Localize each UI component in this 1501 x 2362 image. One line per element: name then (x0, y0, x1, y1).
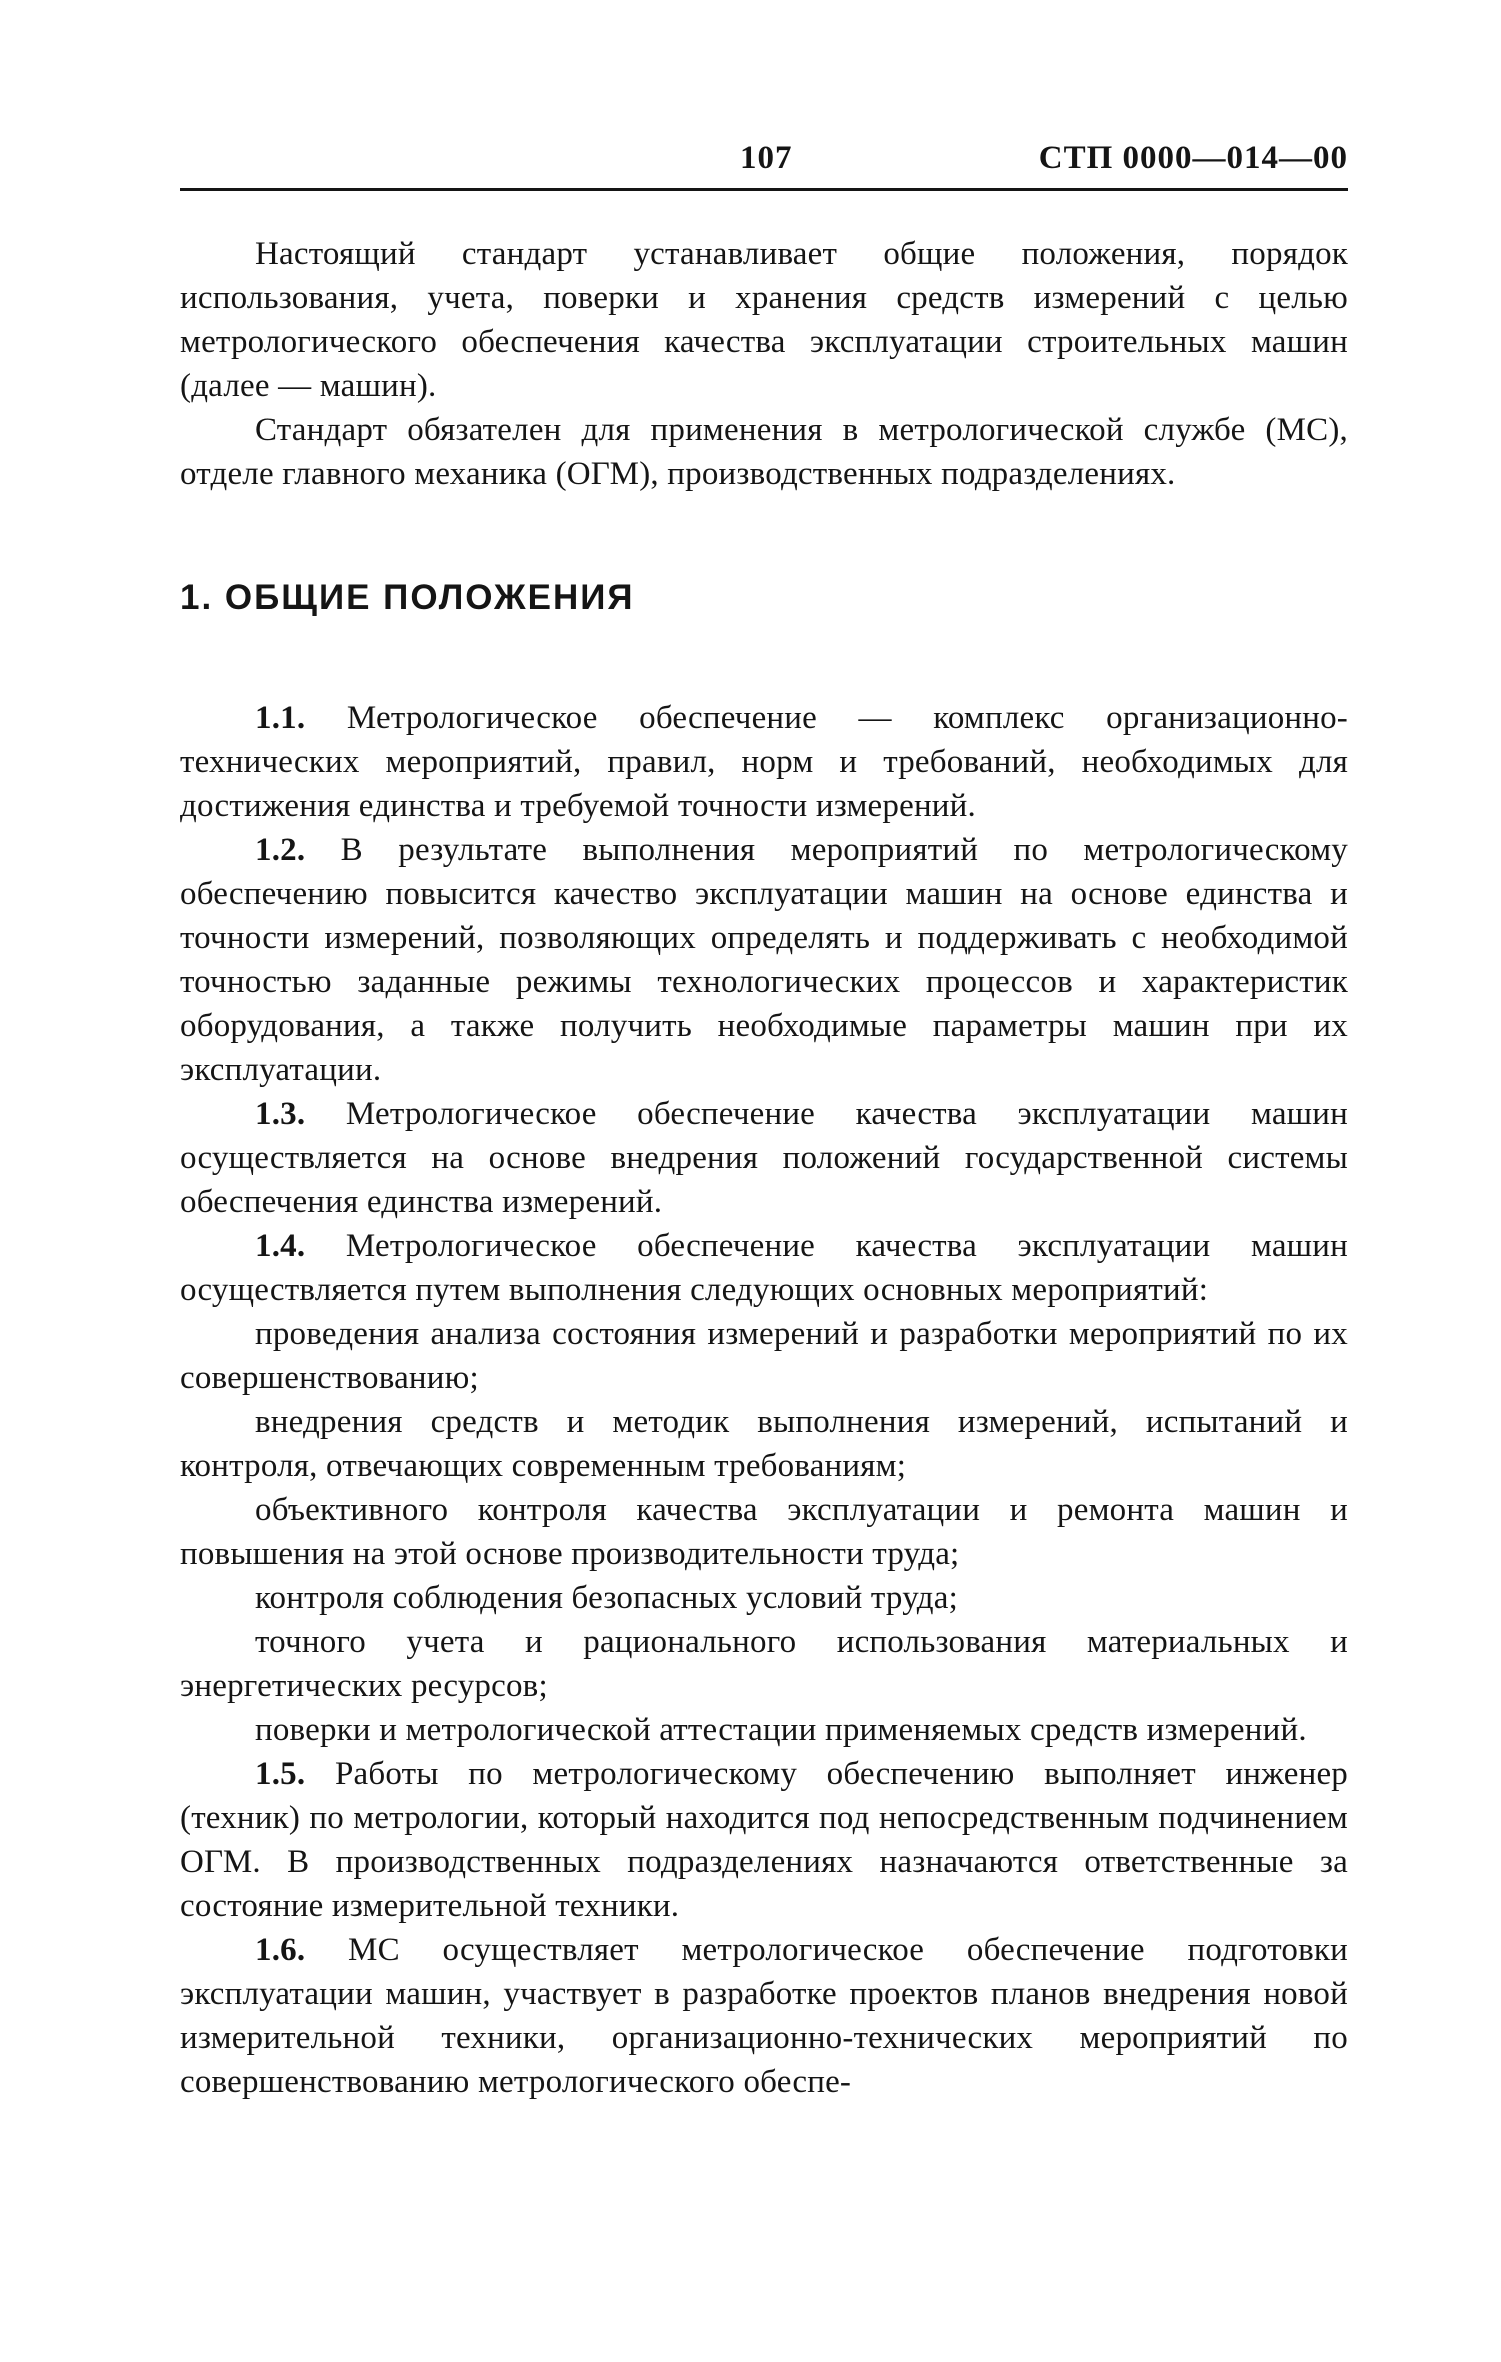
clause-text: В результате выполнения мероприятий по метрологическому обеспечению повысится качество эксплуатации машин на основе единства и точности измерений, позволяющих определять и поддерживать с необходимой точностью заданные режимы технологических процессов и характеристик оборудования, а также получить необходимые параметры машин при их эксплуатации. (180, 832, 1348, 1088)
list-item: внедрения средств и методик выполнения измерений, испытаний и контроля, отвечающих современным требованиям; (180, 1404, 1348, 1484)
intro-paragraph: Настоящий стандарт устанавливает общие положения, порядок использования, учета, поверки и хранения средств измерений с целью метрологического обеспечения качества эксплуатации строительных машин (далее — машин). (180, 236, 1348, 404)
header-divider (180, 188, 1348, 191)
clause-text: МС осуществляет метрологическое обеспечение подготовки эксплуатации машин, участвует в разработке проектов планов внедрения новой измерительной техники, организационно-технических мероприятий по совершенствованию метрологического обеспе- (180, 1932, 1348, 2100)
clause-number: 1.1. (255, 700, 306, 736)
clause-text: Метрологическое обеспечение качества эксплуатации машин осуществляется путем выполнения следующих основных мероприятий: (180, 1228, 1348, 1308)
document-body (180, 232, 1348, 2104)
clause-paragraph (180, 1224, 1348, 1312)
list-item: поверки и метрологической аттестации применяемых средств измерений. (255, 1712, 1307, 1748)
clause-number: 1.5. (255, 1756, 306, 1792)
clause-number: 1.2. (255, 832, 306, 868)
clause-text: Метрологическое обеспечение качества эксплуатации машин осуществляется на основе внедрения положений государственной системы обеспечения единства измерений. (180, 1096, 1348, 1220)
clause-paragraph (180, 828, 1348, 1092)
clause-text: Метрологическое обеспечение — комплекс организационно-технических мероприятий, правил, норм и требований, необходимых для достижения единства и требуемой точности измерений. (180, 700, 1348, 824)
intro-paragraph: Стандарт обязателен для применения в метрологической службе (МС), отделе главного механика (ОГМ), производственных подразделениях. (180, 412, 1348, 492)
clause-paragraph (180, 696, 1348, 828)
clause-number: 1.3. (255, 1096, 306, 1132)
list-item: точного учета и рационального использования материальных и энергетических ресурсов; (180, 1624, 1348, 1704)
list-item: проведения анализа состояния измерений и разработки мероприятий по их совершенствованию; (180, 1316, 1348, 1396)
section-heading: 1. ОБЩИЕ ПОЛОЖЕНИЯ (180, 578, 635, 617)
clause-paragraph (180, 1092, 1348, 1224)
list-item: объективного контроля качества эксплуатации и ремонта машин и повышения на этой основе производительности труда; (180, 1492, 1348, 1572)
clause-text: Работы по метрологическому обеспечению выполняет инженер (техник) по метрологии, который находится под непосредственным подчинением ОГМ. В производственных подразделениях назначаются ответственные за состояние измерительной техники. (180, 1756, 1348, 1924)
document-code: СТП 0000—014—00 (1038, 140, 1348, 176)
page-number: 107 (740, 140, 793, 176)
clause-paragraph (180, 1928, 1348, 2104)
clause-number: 1.4. (255, 1228, 306, 1264)
list-item: контроля соблюдения безопасных условий труда; (255, 1580, 959, 1616)
clause-paragraph (180, 1752, 1348, 1928)
clause-number: 1.6. (255, 1932, 306, 1968)
